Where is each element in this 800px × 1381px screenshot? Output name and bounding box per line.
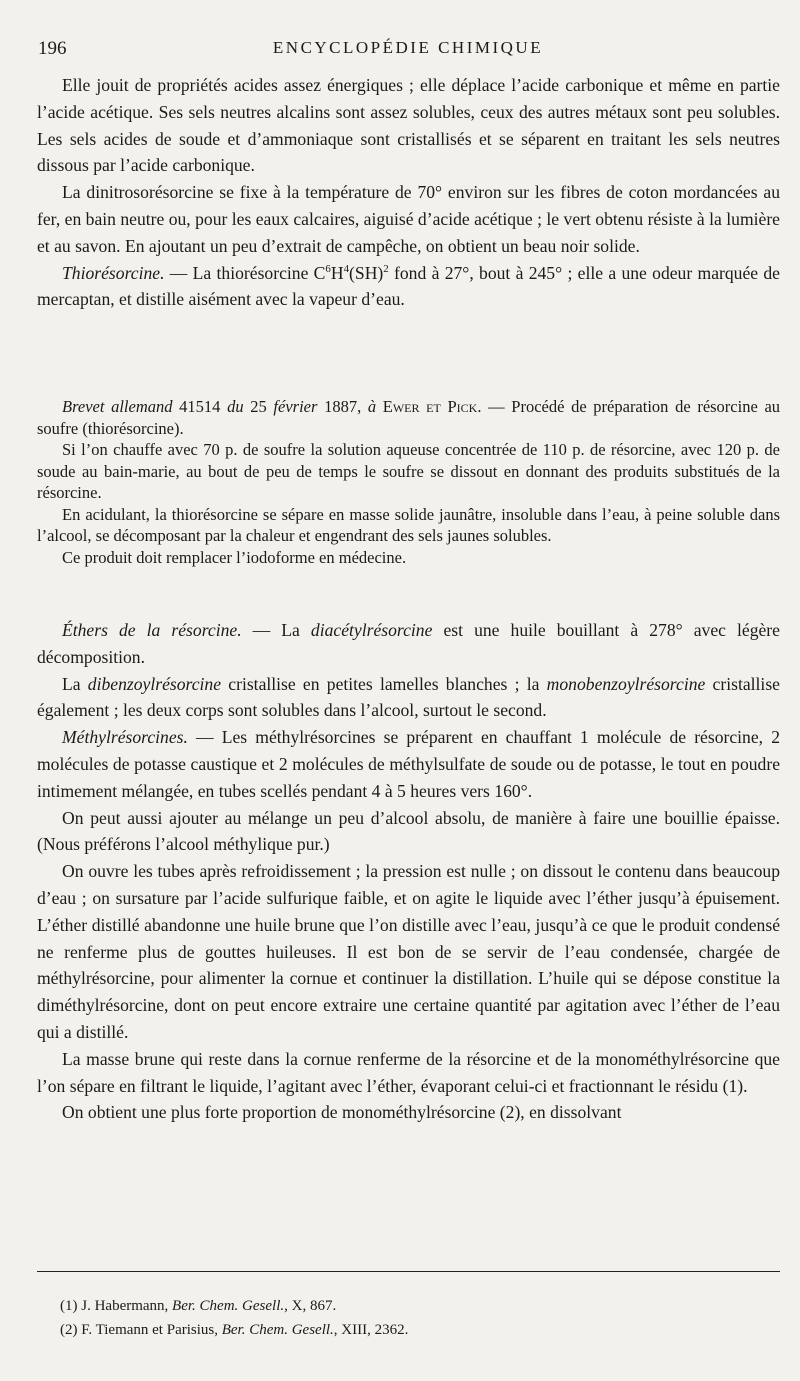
paragraph: La masse brune qui reste dans la cornue renferme de la résorcine et de la monométhylrésorcine que l’on sépare en filtrant le liquide, l’agitant avec l’éther, évaporant celui-ci et fractionnant le résidu (1). [37, 1048, 780, 1096]
running-title: ENCYCLOPÉDIE CHIMIQUE [272, 38, 544, 57]
paragraph: On obtient une plus forte proportion de monométhylrésorcine (2), en dissolvant [62, 1102, 622, 1123]
journal-title: Ber. Chem. Gesell. [172, 1298, 285, 1314]
patent-authors: Ewer et Pick. [376, 397, 482, 416]
term: monobenzoylrésorcine [546, 673, 706, 694]
section-label: Éthers de la résorcine. [62, 620, 242, 640]
body-section-1 [37, 72, 780, 313]
paragraph-thioresorcine [37, 260, 780, 314]
text: février [273, 397, 318, 416]
term: dibenzoylrésorcine [87, 673, 222, 694]
text: est une huile bouillant à 278° avec légère décomposition. [37, 620, 780, 667]
patent-title [37, 396, 780, 439]
text: — Les méthylrésorcines se préparent en chauffant 1 molécule de résorcine, 2 molécules de potasse caustique et 2 molécules de méthylsulfate de soude ou de potasse, le tout en poudre intimement mélangée, en tubes scellés pendant 4 à 5 heures vers 160°. [37, 727, 780, 801]
body-section-2 [37, 617, 780, 1126]
section-label: Méthylrésorcines. [62, 727, 188, 748]
page-header [38, 38, 778, 62]
text: — La thiorésorcine C [164, 262, 326, 283]
text: , X, 867. [284, 1298, 337, 1314]
text: 1887, [317, 397, 368, 416]
patent-number: 41514 [172, 397, 228, 416]
superscript: 4 [343, 262, 350, 275]
paragraph-methylresorcines [37, 724, 780, 804]
footnote-2 [60, 1318, 760, 1342]
paragraph: Ce produit doit remplacer l’iodoforme en médecine. [62, 547, 407, 567]
text: (2) F. Tiemann et Parisius, [60, 1322, 222, 1338]
text: 25 [243, 397, 274, 416]
text: — La [241, 620, 311, 640]
footnote-divider [37, 1271, 780, 1272]
text: , XIII, 2362. [333, 1322, 409, 1338]
text: cristallise également ; les deux corps sont solubles dans l’alcool, surtout le second. [37, 673, 780, 721]
text: du [227, 397, 244, 416]
text: — Procédé de préparation de résorcine au soufre (thiorésorcine). [37, 397, 781, 438]
text: (1) J. Habermann, [60, 1298, 173, 1314]
page-number: 196 [38, 38, 67, 59]
patent-label: Brevet allemand [62, 397, 173, 416]
paragraph-ethers [37, 617, 780, 671]
paragraph: On peut aussi ajouter au mélange un peu d’alcool absolu, de manière à faire une bouillie épaisse. (Nous préférons l’alcool méthylique pur.) [37, 807, 780, 855]
footnotes [60, 1294, 760, 1342]
paragraph: Elle jouit de propriétés acides assez énergiques ; elle déplace l’acide carbonique et même en partie l’acide acétique. Ses sels neutres alcalins sont assez solubles, ceux des autres métaux sont peu solubles. Les sels acides de soude et d’ammoniaque sont cristallisés et se séparent en traitant les sels neutres dissous par l’acide carbonique. [37, 75, 780, 176]
text: (SH) [349, 262, 384, 283]
paragraph: En acidulant, la thiorésorcine se sépare en masse solide jaunâtre, insoluble dans l’eau, à peine soluble dans l’alcool, se décomposant par la chaleur et engendrant des sels jaunes solubles. [37, 504, 780, 545]
footnote-1 [60, 1294, 760, 1318]
patent-section [37, 396, 780, 568]
superscript: 6 [325, 262, 331, 275]
paragraph: On ouvre les tubes après refroidissement ; la pression est nulle ; on dissout le contenu dans beaucoup d’eau ; on sursature par l’acide sulfurique faible, et on agite le liquide avec l’éther jusqu’à épuisement. L’éther distillé abandonne une huile brune que l’on distille avec l’eau, jusqu’à ce que le produit condensé ne renferme plus de gouttes huileuses. Il est bon de se servir de l’eau condensée, chargée de méthylrésorcine, pour alimenter la cornue et continuer la distillation. L’huile qui se dépose constitue la diméthylrésorcine, dont on peut encore extraire une certaine quantité par agitation avec l’éther de l’eau qui a distillé. [37, 861, 780, 1042]
paragraph-dibenzoyl [37, 671, 780, 725]
text: H [330, 262, 344, 283]
paragraph: Si l’on chauffe avec 70 p. de soufre la solution aqueuse concentrée de 110 p. de résorcine, avec 120 p. de soude au bain-marie, au bout de peu de temps le soufre se dissout en donnant des produits substitués de la résorcine. [37, 440, 780, 502]
journal-title: Ber. Chem. Gesell. [221, 1322, 334, 1338]
term: diacétylrésorcine [310, 620, 433, 640]
text: La [62, 673, 88, 694]
section-label: Thiorésorcine. [62, 262, 165, 283]
text: fond à 27°, bout à 245° ; elle a une odeur marquée de mercaptan, et distille aisément avec la vapeur d’eau. [37, 262, 780, 310]
paragraph: La dinitrosorésorcine se fixe à la température de 70° environ sur les fibres de coton mordancées au fer, en bain neutre ou, pour les eaux calcaires, aiguisé d’acide acétique ; le vert obtenu résiste à la lumière et au savon. En ajoutant un peu d’extrait de campêche, on obtient un beau noir solide. [37, 182, 780, 256]
superscript: 2 [383, 262, 389, 275]
text: cristallise en petites lamelles blanches ; la [221, 673, 547, 694]
text: à [367, 397, 377, 416]
